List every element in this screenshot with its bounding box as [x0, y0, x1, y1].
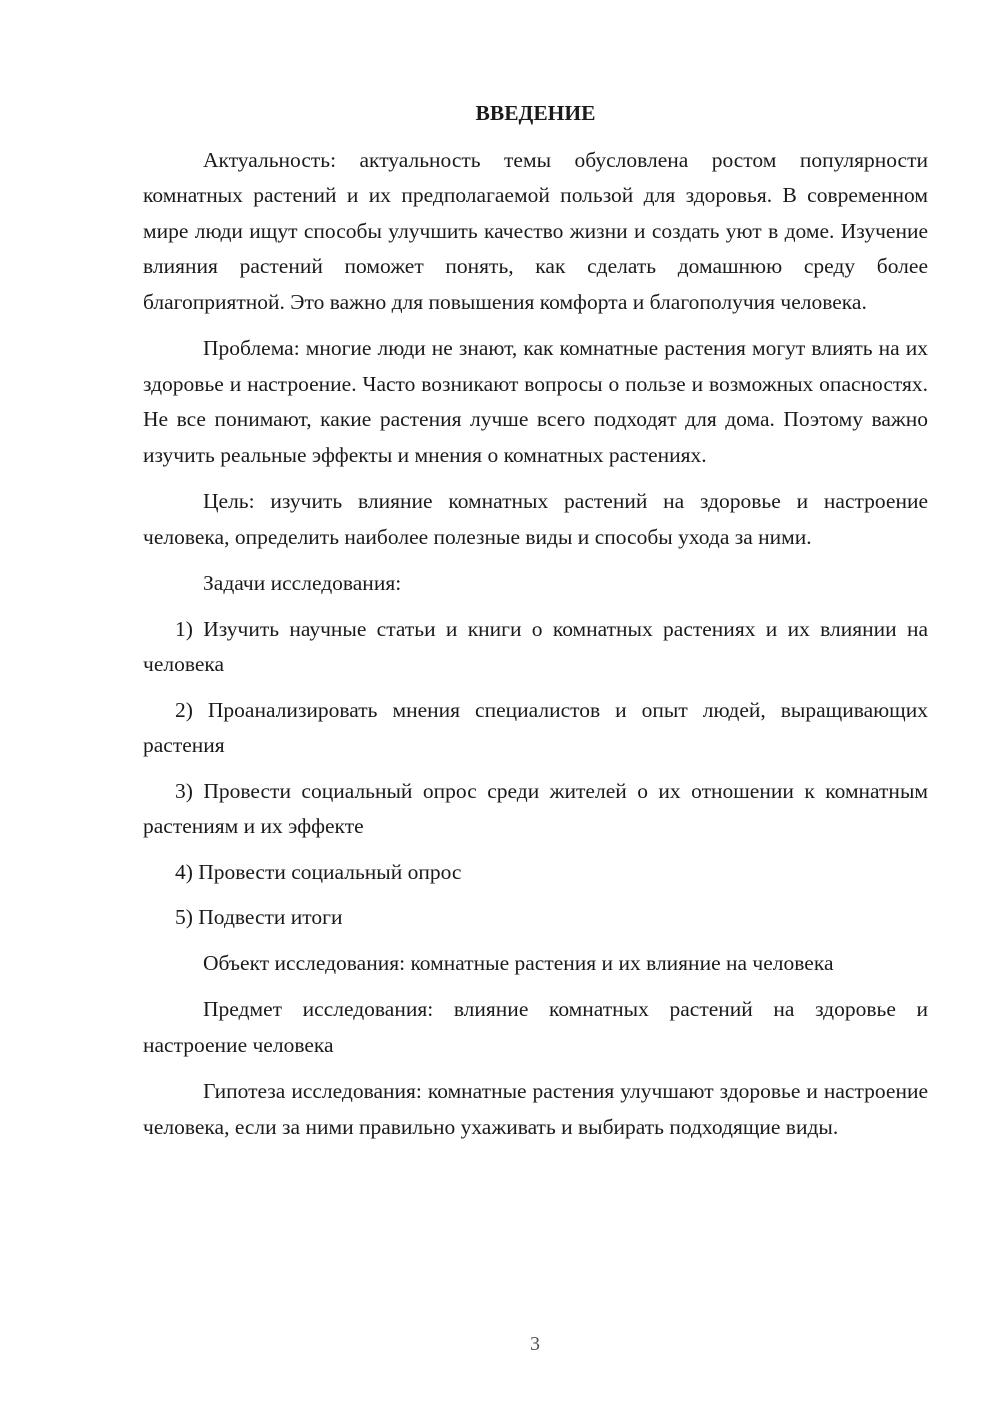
task-item: 4) Провести социальный опрос [175, 859, 462, 884]
hypothesis-paragraph: Гипотеза исследования: комнатные растения улучшают здоровье и настроение человека, если за ними правильно ухаживать и выбирать подходящие виды. [143, 1079, 928, 1139]
problem-paragraph: Проблема: многие люди не знают, как комнатные растения могут влиять на их здоровье и настроение. Часто возникают вопросы о пользе и возможных опасностях. Не все понимают, какие растения лучше всего подходят для дома. Поэтому важно изучить реальные эффекты и мнения о комнатных растениях. [143, 336, 928, 467]
relevance-paragraph: Актуальность: актуальность темы обусловлена ростом популярности комнатных растений и их предполагаемой пользой для здоровья. В современном мире люди ищут способы улучшить качество жизни и создать уют в доме. Изучение влияния растений поможет понять, как сделать домашнюю среду более благоприятной. Это важно для повышения комфорта и благополучия человека. [143, 147, 928, 314]
subject-paragraph: Предмет исследования: влияние комнатных растений на здоровье и настроение человека [143, 997, 928, 1057]
page-title: ВВЕДЕНИЕ [475, 101, 596, 125]
task-item: 3) Провести социальный опрос среди жителей о их отношении к комнатным растениям и их эффекте [143, 778, 928, 838]
goal-paragraph: Цель: изучить влияние комнатных растений на здоровье и настроение человека, определить наиболее полезные виды и способы ухода за ними. [143, 489, 928, 549]
task-item: 5) Подвести итоги [175, 905, 343, 929]
document-page [143, 96, 928, 1156]
page-number: 3 [530, 1333, 540, 1355]
task-item: 2) Проанализировать мнения специалистов и опыт людей, выращивающих растения [143, 697, 928, 757]
task-item: 1) Изучить научные статьи и книги о комнатных растениях и их влиянии на человека [143, 616, 928, 676]
object-paragraph: Объект исследования: комнатные растения и их влияние на человека [203, 950, 834, 975]
tasks-heading: Задачи исследования: [203, 571, 402, 595]
